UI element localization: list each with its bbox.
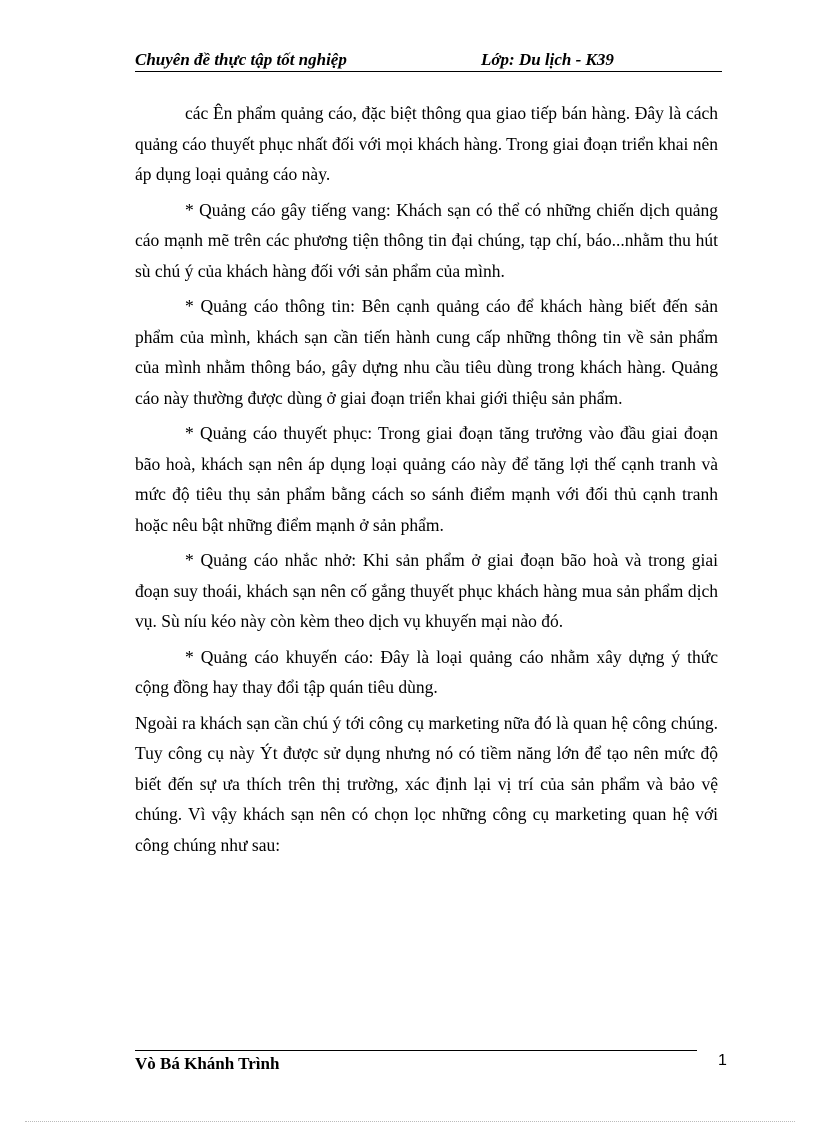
page-bottom-edge: [25, 1121, 795, 1122]
body-paragraph: * Quảng cáo thuyết phục: Trong giai đoạn tăng trưởng vào đầu giai đoạn bão hoà, khách sạn nên áp dụng loại quảng cáo này để tăng lợi thế cạnh tranh và mức độ tiêu thụ sản phẩm bằng cách so sánh điểm mạnh với đối thủ cạnh tranh hoặc nêu bật những điểm mạnh ở sản phẩm.: [135, 423, 718, 535]
body-paragraph: * Quảng cáo nhắc nhở: Khi sản phẩm ở giai đoạn bão hoà và trong giai đoạn suy thoái, khách sạn nên cố gắng thuyết phục khách hàng mua sản phẩm dịch vụ. Sù níu kéo này còn kèm theo dịch vụ khuyến mại nào đó.: [135, 550, 718, 631]
header-class-label: Lớp: Du lịch - K39: [481, 50, 614, 69]
footer-divider: [135, 1050, 697, 1051]
page-header: [135, 49, 722, 72]
body-paragraph: * Quảng cáo gây tiếng vang: Khách sạn có thể có những chiến dịch quảng cáo mạnh mẽ trên các phương tiện thông tin đại chúng, tạp chí, báo...nhằm thu hút sù chú ý của khách hàng đối với sản phẩm của mình.: [135, 199, 718, 281]
body-paragraph: * Quảng cáo thông tin: Bên cạnh quảng cáo để khách hàng biết đến sản phẩm của mình, khách sạn cần tiến hành cung cấp những thông tin về sản phẩm của mình nhằm thông báo, gây dựng nhu cầu tiêu dùng trong khách hàng. Quảng cáo này thường được dùng ở giai đoạn triển khai giới thiệu sản phẩm.: [135, 296, 718, 408]
body-paragraph: các Ên phẩm quảng cáo, đặc biệt thông qua giao tiếp bán hàng. Đây là cách quảng cáo thuyết phục nhất đối với mọi khách hàng. Trong giai đoạn triển khai nên áp dụng loại quảng cáo này.: [135, 103, 718, 184]
header-document-title: Chuyên đề thực tập tốt nghiệp: [135, 50, 347, 69]
footer-author-name: Vò Bá Khánh Trình: [135, 1054, 280, 1073]
body-paragraph: * Quảng cáo khuyến cáo: Đây là loại quảng cáo nhằm xây dựng ý thức cộng đồng hay thay đổi tập quán tiêu dùng.: [135, 646, 718, 697]
document-body: [135, 98, 718, 865]
page-number: 1: [718, 1052, 727, 1069]
body-paragraph: Ngoài ra khách sạn cần chú ý tới công cụ marketing nữa đó là quan hệ công chúng. Tuy công cụ này Ýt được sử dụng nhưng nó có tiềm năng lớn để tạo nên mức độ biết đến sự ưa thích trên thị trường, xác định lại vị trí của sản phẩm và bảo vệ chúng. Vì vậy khách sạn nên có chọn lọc những công cụ marketing quan hệ với công chúng như sau:: [135, 712, 718, 855]
